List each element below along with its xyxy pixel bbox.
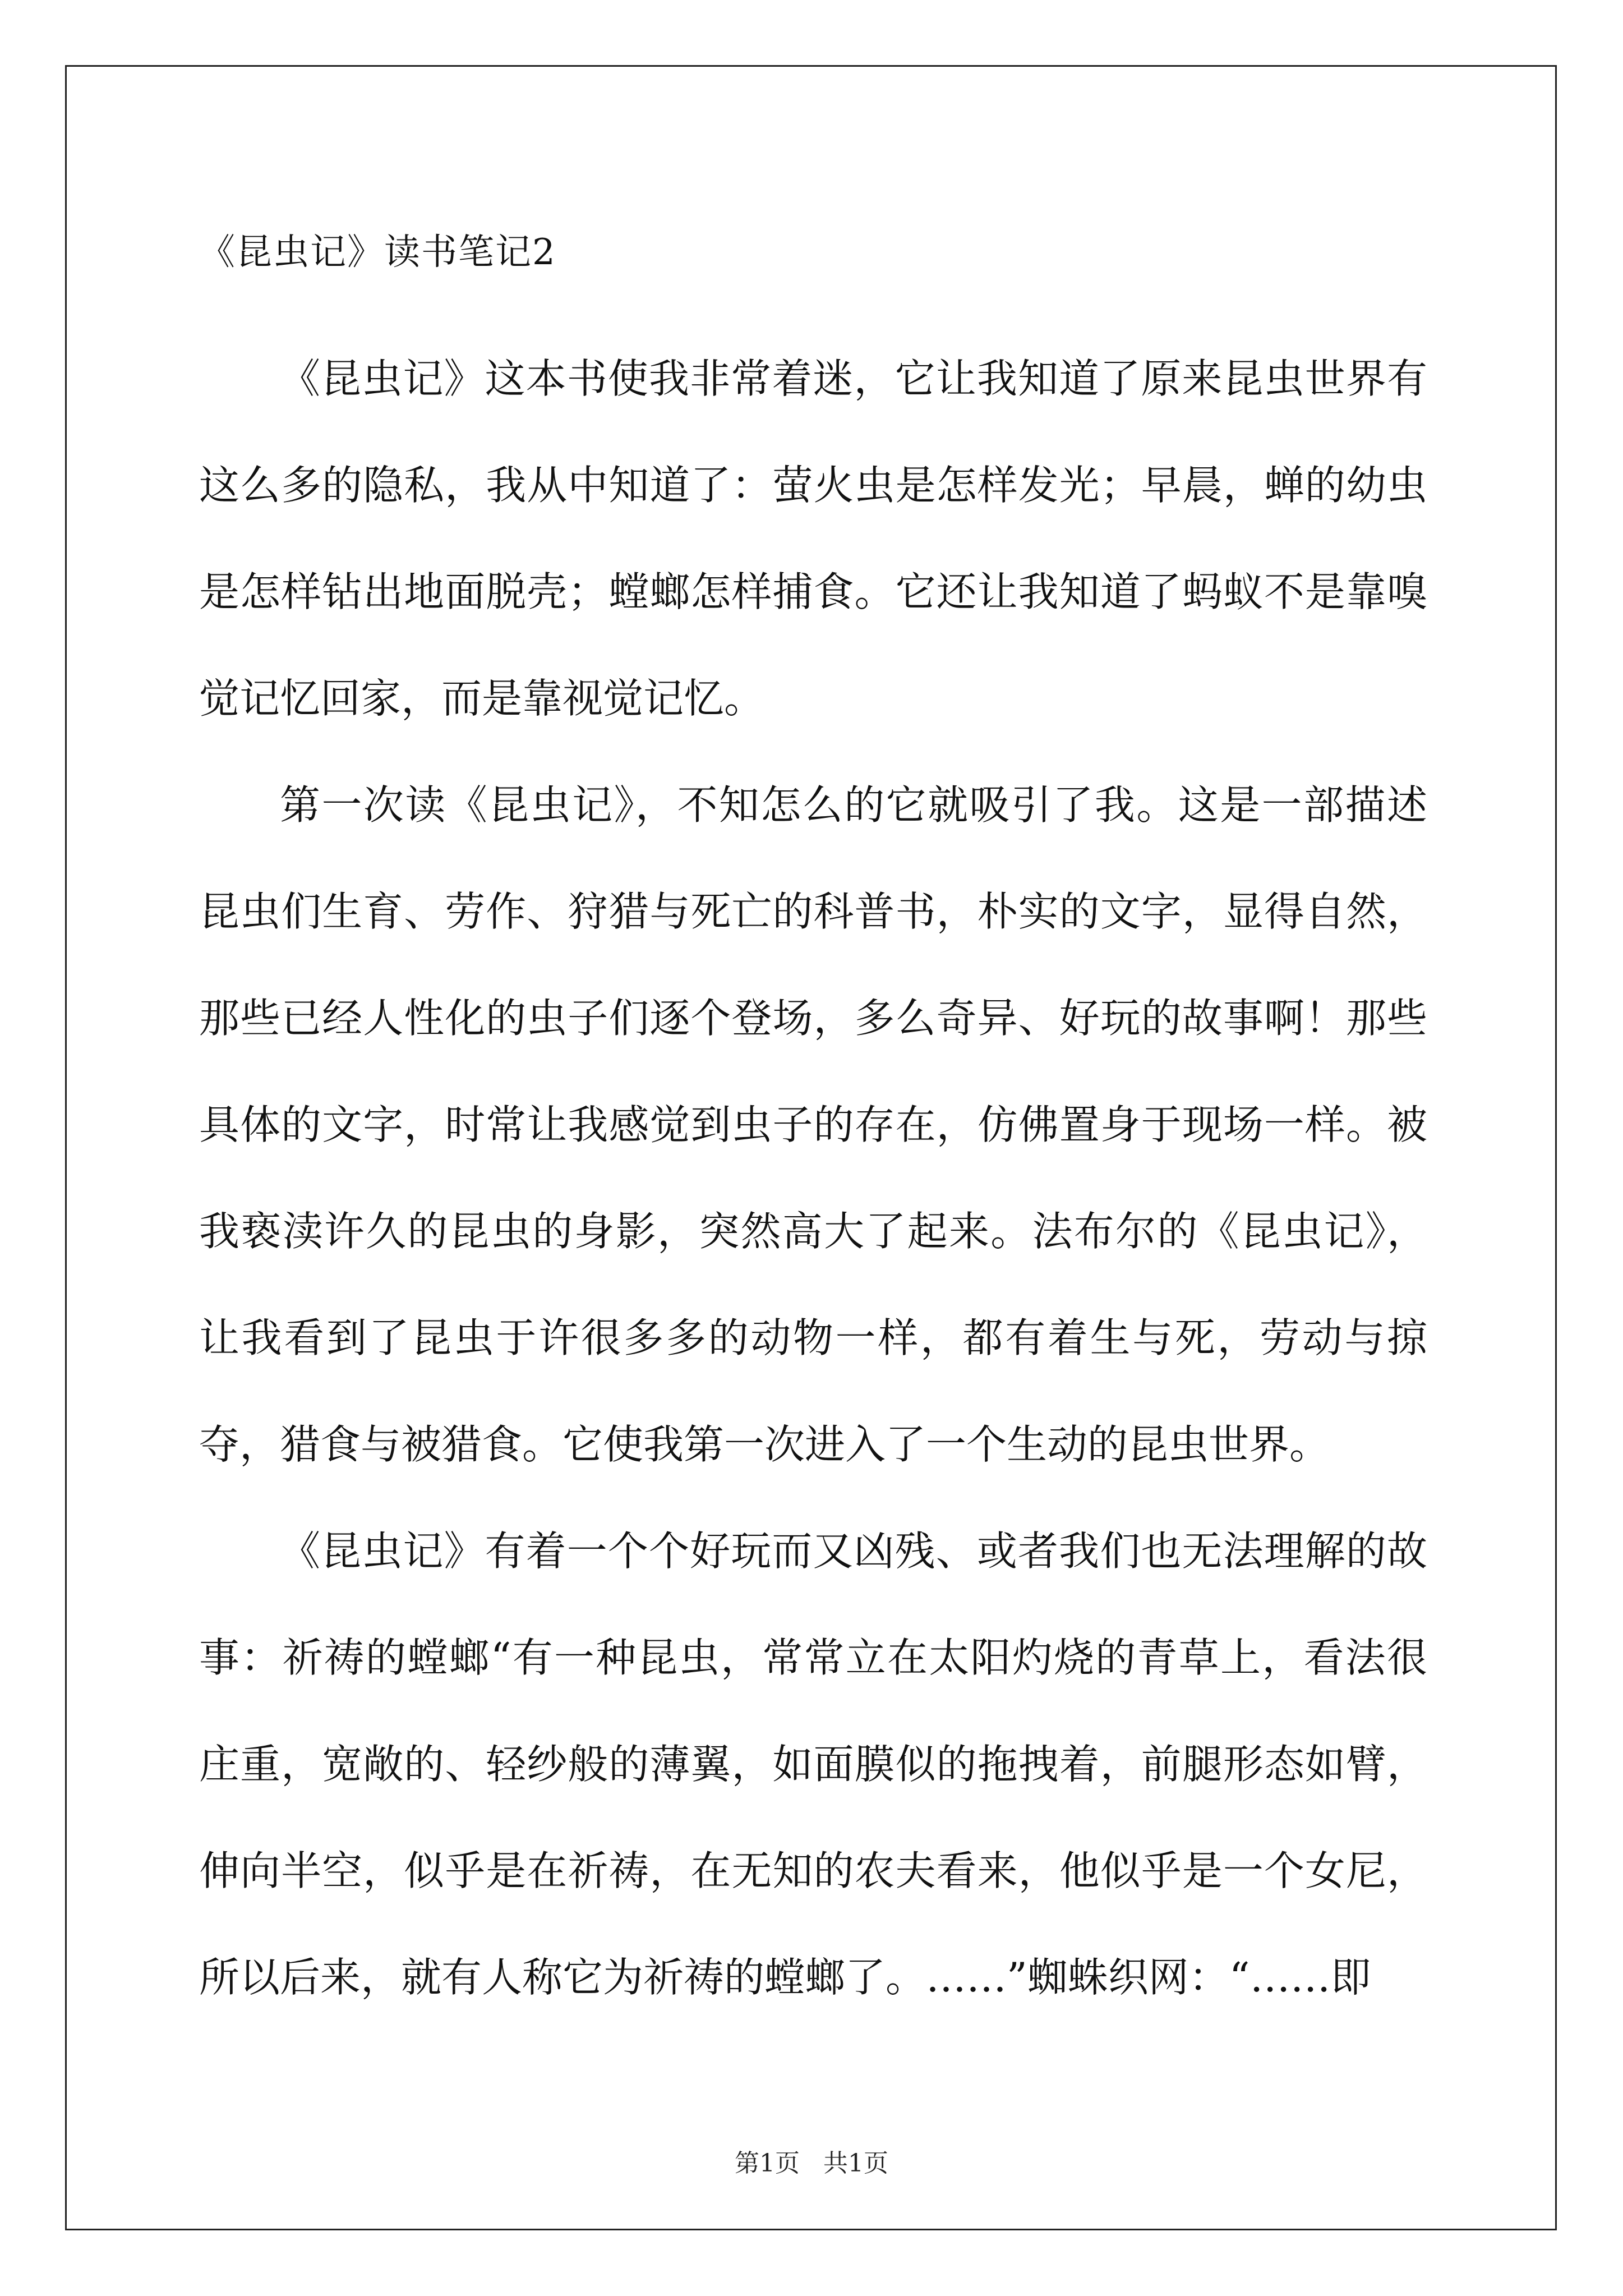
document-title: 《昆虫记》读书笔记2 xyxy=(199,232,556,273)
paragraph-2: 第一次读《昆虫记》，不知怎么的它就吸引了我。这是一部描述昆虫们生育、劳作、狩猎与死亡的科普书，朴实的文字，显得自然，那些已经人性化的虫子们逐个登场，多么奇异、好玩的故事啊！那些具体的文字，时常让我感觉到虫子的存在，仿佛置身于现场一样。被我亵渎许久的昆虫的身影，突然高大了起来。法布尔的《昆虫记》，让我看到了昆虫于许很多多的动物一样，都有着生与死，劳动与掠夺，猎食与被猎食。它使我第一次进入了一个生动的昆虫世界。 xyxy=(199,781,1427,1468)
document-body xyxy=(199,325,1427,2031)
page-footer: 第1页 共1页 xyxy=(735,2149,888,2178)
paragraph-3: 《昆虫记》有着一个个好玩而又凶残、或者我们也无法理解的故事：祈祷的螳螂“有一种昆虫，常常立在太阳灼烧的青草上，看法很庄重，宽敞的、轻纱般的薄翼，如面膜似的拖拽着，前腿形态如臂，伸向半空，似乎是在祈祷，在无知的农夫看来，他似乎是一个女尼，所以后来，就有人称它为祈祷的螳螂了。……”蜘蛛织网：“……即 xyxy=(199,1527,1427,2001)
paragraph-1: 《昆虫记》这本书使我非常着迷，它让我知道了原来昆虫世界有这么多的隐私，我从中知道了：萤火虫是怎样发光；早晨，蝉的幼虫是怎样钻出地面脱壳；螳螂怎样捕食。它还让我知道了蚂蚁不是靠嗅觉记忆回家，而是靠视觉记忆。 xyxy=(199,355,1427,722)
